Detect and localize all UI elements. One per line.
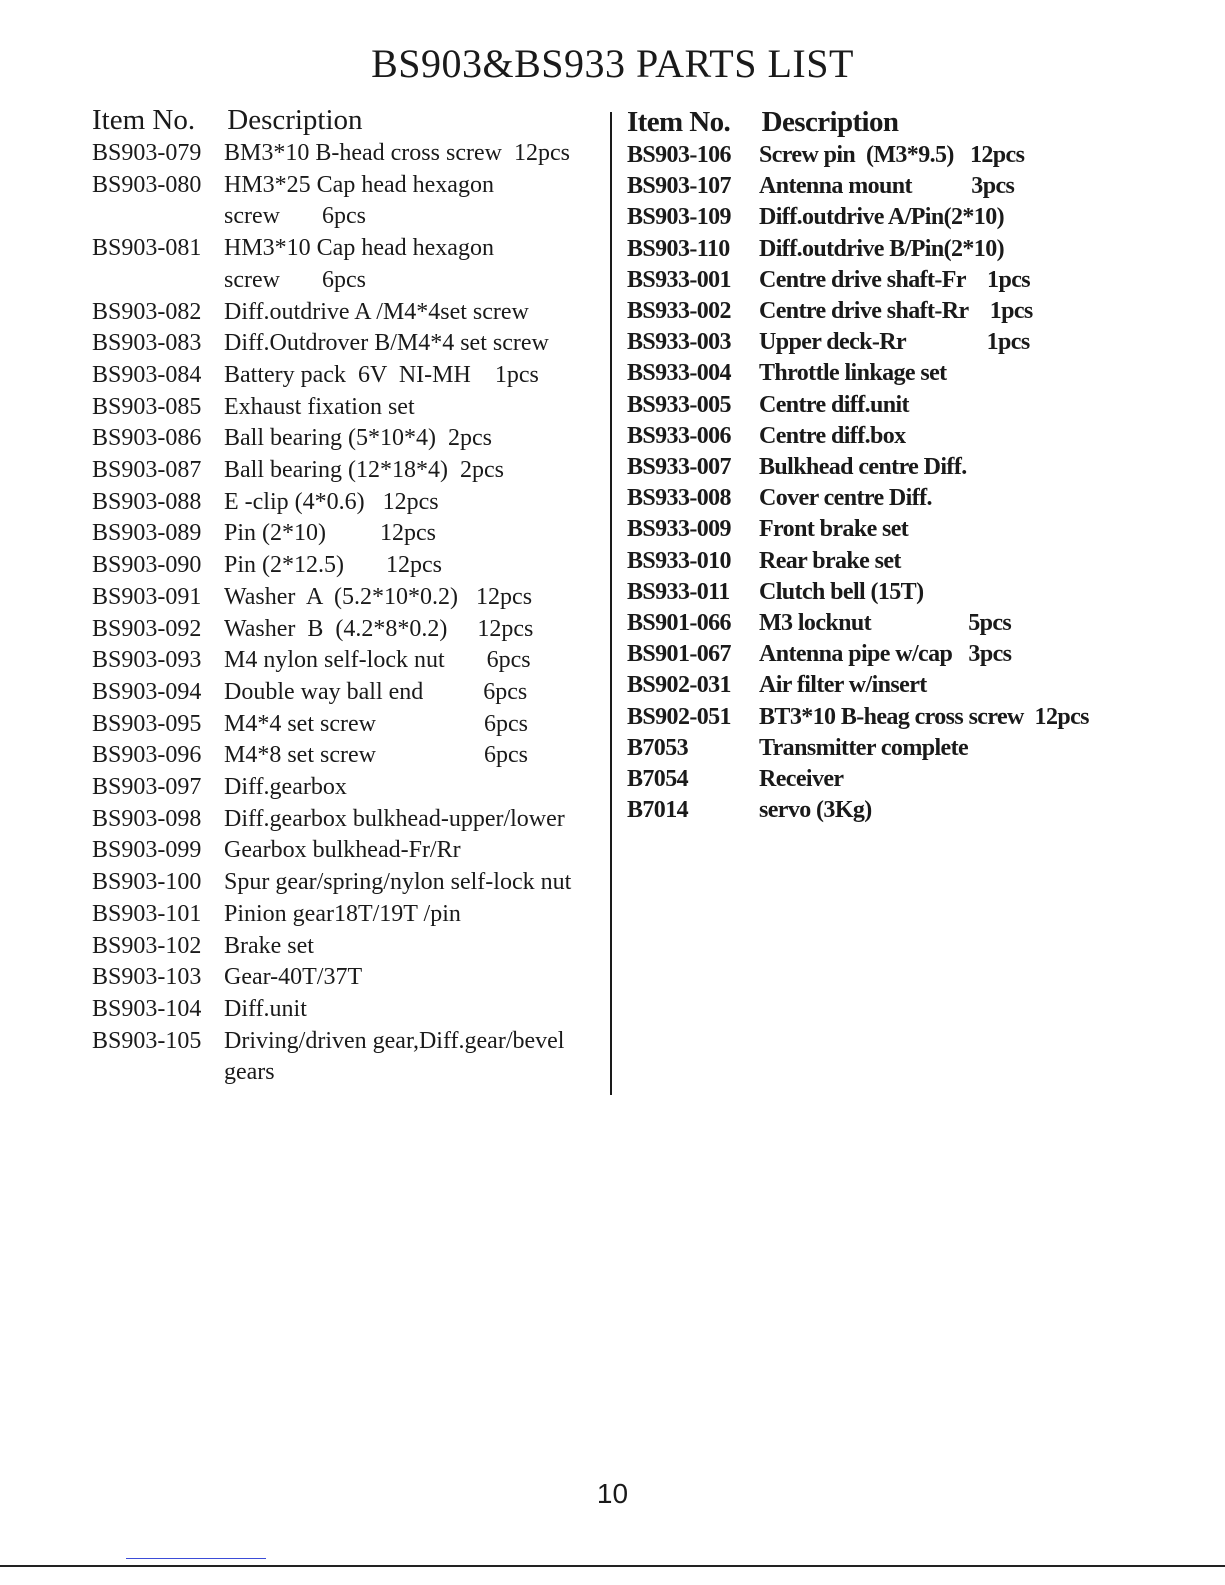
parts-row (92, 265, 608, 297)
item-number: BS903-084 (92, 361, 202, 388)
parts-row (627, 546, 1187, 577)
item-description: Spur gear/spring/nylon self-lock nut (224, 869, 572, 896)
parts-row (92, 233, 608, 265)
parts-row (92, 582, 608, 614)
item-description: screw 6pcs (224, 203, 366, 230)
item-number: BS933-003 (627, 329, 731, 356)
item-number: BS903-110 (627, 235, 730, 262)
item-number: BS903-088 (92, 488, 202, 515)
parts-row (627, 577, 1187, 608)
parts-row (92, 328, 608, 360)
item-number: BS903-082 (92, 298, 202, 325)
item-description: BM3*10 B-head cross screw 12pcs (224, 140, 570, 166)
item-description: Brake set (224, 932, 314, 959)
item-number: BS903-086 (92, 425, 202, 452)
item-number: B7053 (627, 734, 689, 761)
item-number: BS901-066 (627, 610, 731, 637)
item-no-heading: Item No. (627, 106, 731, 138)
parts-row (92, 455, 608, 487)
item-number: BS903-080 (92, 171, 202, 198)
item-number: BS903-093 (92, 647, 202, 674)
parts-row (92, 1057, 608, 1089)
item-number: BS903-102 (92, 932, 202, 959)
item-description: Battery pack 6V NI-MH 1pcs (224, 361, 539, 388)
item-description: Diff.outdrive A /M4*4set screw (224, 298, 529, 325)
left-parts-rows (92, 138, 608, 1089)
parts-row (92, 423, 608, 455)
page-bottom-rule (0, 1565, 1225, 1567)
item-number: BS903-091 (92, 583, 202, 610)
item-description: Upper deck-Rr 1pcs (759, 329, 1030, 356)
item-number: BS903-103 (92, 964, 202, 991)
item-number: BS903-107 (627, 173, 731, 200)
item-description: M3 locknut 5pcs (759, 610, 1012, 637)
item-description: Air filter w/insert (759, 672, 927, 699)
parts-row (627, 733, 1187, 764)
parts-row (92, 614, 608, 646)
item-description: Washer A (5.2*10*0.2) 12pcs (224, 583, 533, 610)
item-description: BT3*10 B-heag cross screw 12pcs (759, 703, 1089, 730)
item-number: BS933-008 (627, 485, 731, 512)
parts-row (627, 390, 1187, 421)
item-number: BS903-096 (92, 742, 202, 769)
item-description: Diff.gearbox (224, 774, 347, 801)
item-description: Gear-40T/37T (224, 964, 363, 991)
parts-row (627, 140, 1187, 171)
item-description: Pin (2*12.5) 12pcs (224, 552, 442, 579)
item-number: BS933-005 (627, 391, 731, 418)
item-number: B7014 (627, 797, 689, 824)
item-number: BS933-004 (627, 360, 731, 387)
item-number: BS933-011 (627, 578, 730, 605)
parts-row (627, 358, 1187, 389)
parts-list-right-column (627, 106, 1187, 826)
parts-row (92, 804, 608, 836)
item-description: Transmitter complete (759, 734, 969, 761)
item-description: Washer B (4.2*8*0.2) 12pcs (224, 615, 534, 642)
description-heading: Description (227, 104, 363, 136)
item-description: Double way ball end 6pcs (224, 678, 528, 705)
item-number: BS903-100 (92, 869, 202, 896)
parts-row (92, 360, 608, 392)
item-number: BS903-090 (92, 552, 202, 579)
item-description: Diff.Outdrover B/M4*4 set screw (224, 330, 549, 357)
item-description: Clutch bell (15T) (759, 578, 924, 605)
right-parts-rows (627, 140, 1187, 826)
parts-row (92, 740, 608, 772)
item-number: BS903-095 (92, 710, 202, 737)
item-description: Throttle linkage set (759, 360, 947, 387)
item-description: Centre diff.unit (759, 391, 909, 418)
item-description: gears (224, 1059, 275, 1086)
parts-row (627, 764, 1187, 795)
hyperlink-underline (126, 1558, 266, 1559)
item-description: screw 6pcs (224, 266, 366, 293)
item-number: BS933-010 (627, 547, 731, 574)
item-number: BS903-087 (92, 457, 202, 484)
item-description: Bulkhead centre Diff. (759, 454, 967, 481)
item-number (92, 1057, 224, 1089)
item-description: HM3*10 Cap head hexagon (224, 235, 494, 262)
item-description: Diff.gearbox bulkhead-upper/lower (224, 805, 565, 832)
item-number: BS903-097 (92, 774, 202, 801)
parts-row (92, 994, 608, 1026)
parts-row (92, 170, 608, 202)
parts-row (92, 550, 608, 582)
page-number: 10 (596, 1478, 629, 1509)
parts-row (92, 645, 608, 677)
parts-row (627, 171, 1187, 202)
item-number: BS933-009 (627, 516, 731, 543)
item-description: M4*8 set screw 6pcs (224, 742, 528, 769)
parts-row (627, 421, 1187, 452)
item-number (92, 265, 224, 297)
item-description: Gearbox bulkhead-Fr/Rr (224, 837, 461, 864)
item-description: Cover centre Diff. (759, 485, 932, 512)
item-description: Driving/driven gear,Diff.gear/bevel (224, 1027, 565, 1054)
item-description: M4*4 set screw 6pcs (224, 710, 528, 737)
item-description: Ball bearing (5*10*4) 2pcs (224, 425, 492, 452)
item-description: HM3*25 Cap head hexagon (224, 171, 494, 198)
item-description: E -clip (4*0.6) 12pcs (224, 488, 439, 515)
item-number: BS903-094 (92, 678, 202, 705)
parts-row (627, 234, 1187, 265)
item-number: BS903-105 (92, 1027, 202, 1054)
item-number: BS903-081 (92, 235, 202, 262)
item-number: BS903-099 (92, 837, 202, 864)
item-number: BS903-092 (92, 615, 202, 642)
item-description: servo (3Kg) (759, 797, 872, 824)
parts-row (92, 1026, 608, 1058)
item-number: BS903-106 (627, 142, 731, 168)
parts-row (92, 962, 608, 994)
item-description: Pinion gear18T/19T /pin (224, 900, 461, 927)
parts-row (627, 202, 1187, 233)
item-description: Diff.outdrive B/Pin(2*10) (759, 235, 1004, 262)
item-number: BS903-104 (92, 995, 202, 1022)
parts-row (627, 296, 1187, 327)
description-heading: Description (761, 106, 899, 138)
item-number: BS903-079 (92, 140, 202, 166)
item-number: BS903-098 (92, 805, 202, 832)
item-description: Rear brake set (759, 547, 901, 574)
item-number: BS933-007 (627, 454, 731, 481)
item-description: Diff.outdrive A/Pin(2*10) (759, 204, 1004, 231)
parts-row (627, 670, 1187, 701)
item-description: Receiver (759, 766, 844, 793)
parts-row (627, 452, 1187, 483)
item-description: Centre drive shaft-Rr 1pcs (759, 298, 1033, 325)
item-number: BS902-031 (627, 672, 731, 699)
parts-row (92, 297, 608, 329)
parts-row (92, 931, 608, 963)
parts-row (627, 327, 1187, 358)
parts-row (92, 518, 608, 550)
item-number (92, 201, 224, 233)
item-description: Ball bearing (12*18*4) 2pcs (224, 457, 504, 484)
item-description: Pin (2*10) 12pcs (224, 520, 436, 547)
parts-row (92, 392, 608, 424)
item-description: Screw pin (M3*9.5) 12pcs (759, 142, 1025, 168)
parts-row (627, 639, 1187, 670)
item-number: BS903-089 (92, 520, 202, 547)
item-no-heading: Item No. (92, 104, 196, 136)
parts-row (92, 201, 608, 233)
parts-row (92, 899, 608, 931)
item-description: Antenna mount 3pcs (759, 173, 1015, 200)
parts-row (92, 709, 608, 741)
item-number: B7054 (627, 766, 689, 793)
item-number: BS903-085 (92, 393, 202, 420)
parts-row (92, 677, 608, 709)
item-description: Diff.unit (224, 995, 307, 1022)
right-column-header (627, 106, 1187, 140)
item-description: M4 nylon self-lock nut 6pcs (224, 647, 531, 674)
parts-row (92, 867, 608, 899)
parts-row (627, 483, 1187, 514)
item-description: Exhaust fixation set (224, 393, 415, 420)
item-number: BS933-001 (627, 266, 731, 293)
item-description: Antenna pipe w/cap 3pcs (759, 641, 1012, 668)
parts-row (92, 772, 608, 804)
parts-row (627, 608, 1187, 639)
parts-row (92, 487, 608, 519)
item-number: BS933-006 (627, 422, 731, 449)
item-number: BS903-101 (92, 900, 202, 927)
item-number: BS902-051 (627, 703, 731, 730)
item-number: BS933-002 (627, 298, 731, 325)
parts-row (627, 265, 1187, 296)
parts-row (92, 138, 608, 170)
parts-row (627, 702, 1187, 733)
item-number: BS901-067 (627, 641, 731, 668)
item-description: Centre drive shaft-Fr 1pcs (759, 266, 1030, 293)
item-number: BS903-109 (627, 204, 731, 231)
item-description: Front brake set (759, 516, 909, 543)
parts-row (627, 795, 1187, 826)
left-column-header (92, 104, 608, 138)
item-number: BS903-083 (92, 330, 202, 357)
column-divider (610, 112, 612, 1095)
parts-list-left-column (92, 104, 608, 1089)
parts-row (92, 835, 608, 867)
page-title: BS903&BS933 PARTS LIST (371, 41, 854, 86)
item-description: Centre diff.box (759, 422, 906, 449)
parts-row (627, 514, 1187, 545)
